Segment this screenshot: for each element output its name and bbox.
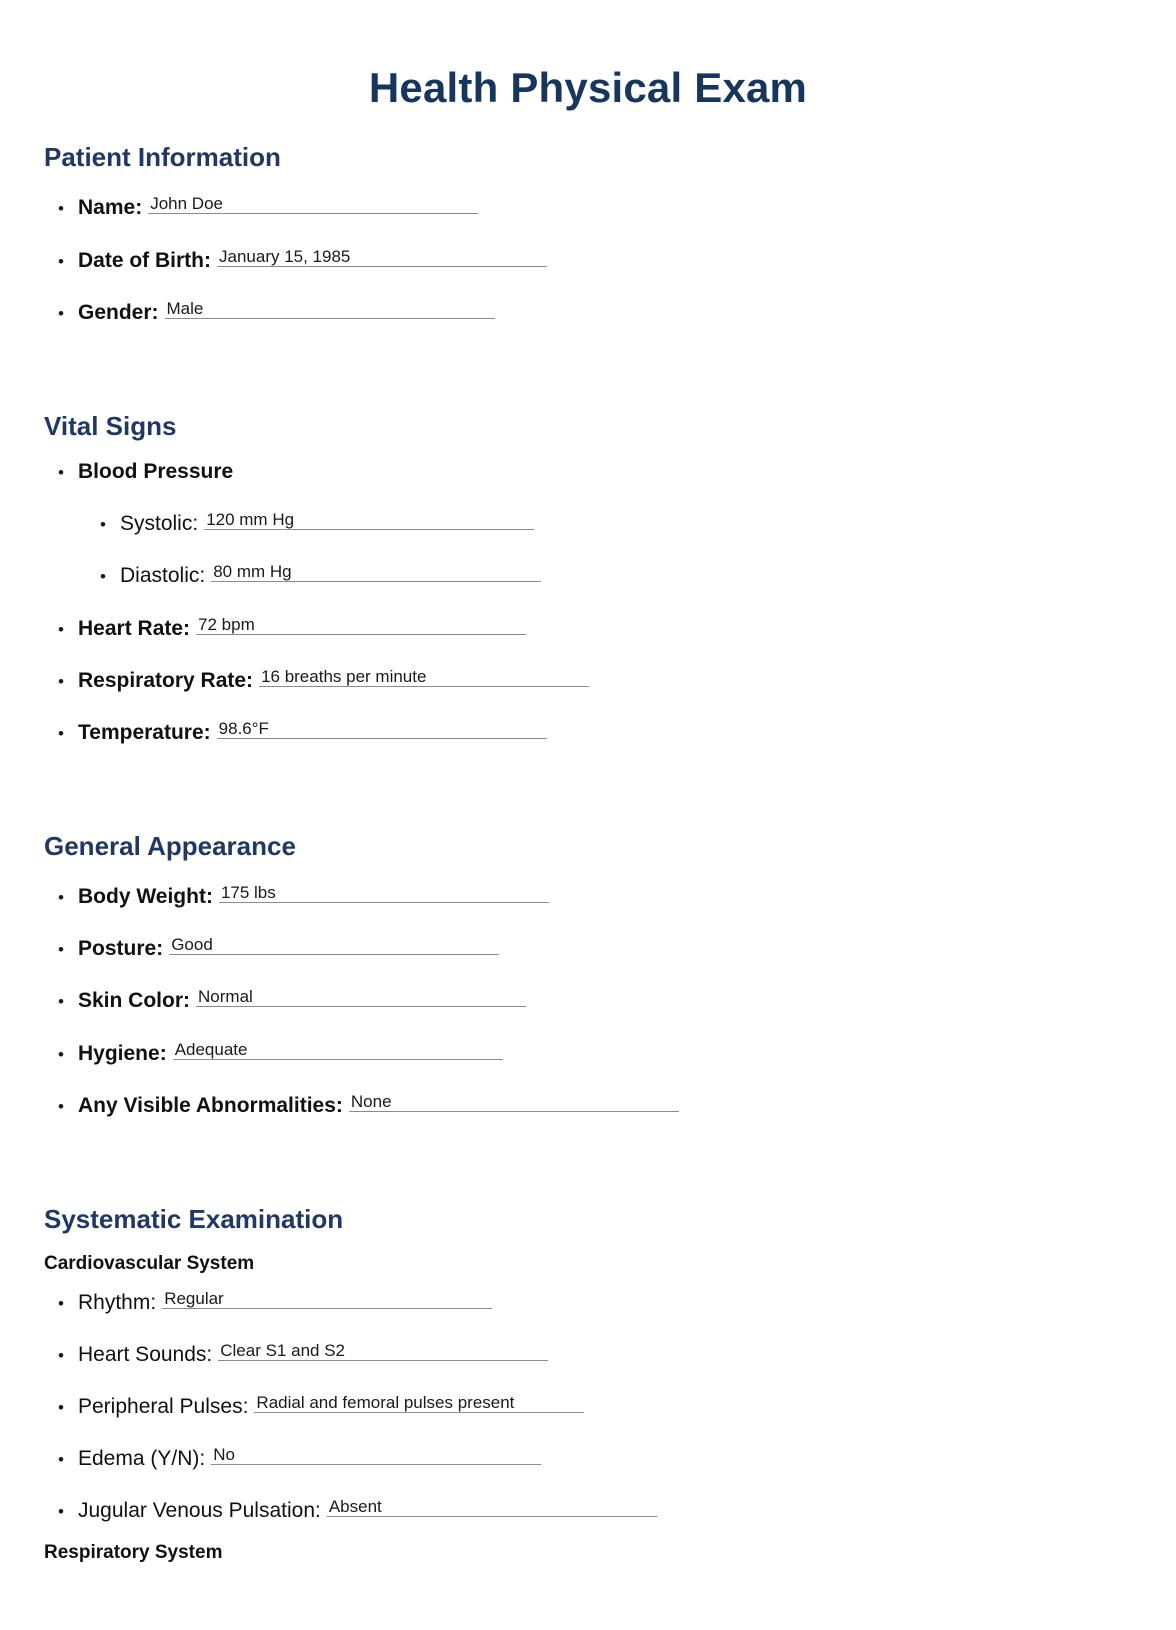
- field-value: 72 bpm: [198, 614, 255, 634]
- spacer: [0, 536, 1176, 559]
- spacer: [0, 1471, 1176, 1494]
- spacer: [0, 173, 1176, 191]
- field-label: Body Weight:: [78, 885, 213, 909]
- bullet-icon: [58, 464, 78, 481]
- spacer: [0, 381, 1176, 411]
- spacer: [0, 112, 1176, 142]
- field-value: No: [213, 1445, 235, 1465]
- field-value: Radial and femoral pulses present: [256, 1393, 515, 1413]
- field-row: [0, 1494, 1176, 1523]
- bullet-icon: [58, 993, 78, 1010]
- spacer: [0, 1367, 1176, 1390]
- cardiovascular-system-fields: [0, 1286, 1176, 1524]
- field-value: Absent: [328, 1497, 382, 1517]
- bullet-icon: [100, 516, 120, 533]
- spacer: [0, 961, 1176, 984]
- field-label: Name:: [78, 196, 143, 220]
- spacer: [0, 484, 1176, 507]
- field-row: [0, 984, 1176, 1013]
- section-heading-patient-information: Patient Information: [44, 142, 281, 173]
- field-label: Heart Sounds:: [78, 1342, 213, 1366]
- field-label: Gender:: [78, 300, 159, 324]
- field-row: [0, 460, 1176, 484]
- bullet-icon: [58, 305, 78, 322]
- bullet-icon: [58, 941, 78, 958]
- peripheral-pulses-field[interactable]: [254, 1390, 584, 1413]
- field-value: 80 mm Hg: [213, 562, 292, 582]
- field-value: Adequate: [174, 1039, 248, 1059]
- field-row: [0, 932, 1176, 961]
- field-row: [0, 716, 1176, 745]
- field-value: 120 mm Hg: [206, 510, 295, 530]
- field-label: Hygiene:: [78, 1041, 167, 1065]
- field-value: None: [350, 1091, 392, 1111]
- field-row: [0, 664, 1176, 693]
- field-label: Skin Color:: [78, 989, 191, 1013]
- spacer: [0, 1524, 1176, 1542]
- field-value: 175 lbs: [220, 883, 276, 903]
- bullet-icon: [58, 889, 78, 906]
- spacer: [0, 1235, 1176, 1253]
- hygiene-field[interactable]: [173, 1037, 503, 1060]
- bullet-icon: [58, 200, 78, 217]
- bullet-icon: [58, 1503, 78, 1520]
- field-value: John Doe: [150, 194, 223, 214]
- bullet-icon: [58, 253, 78, 270]
- spacer: [0, 693, 1176, 716]
- spacer: [0, 1276, 1176, 1286]
- field-row: [0, 559, 1176, 588]
- section-heading-vital-signs: Vital Signs: [44, 410, 177, 441]
- field-row: [0, 296, 1176, 325]
- heart-sounds-field[interactable]: [218, 1338, 548, 1361]
- field-row: [0, 612, 1176, 641]
- field-label: Jugular Venous Pulsation:: [78, 1499, 321, 1523]
- spacer: [0, 273, 1176, 296]
- field-row: [0, 1089, 1176, 1118]
- field-value: 98.6°F: [218, 718, 269, 738]
- posture-field[interactable]: [169, 932, 499, 955]
- visible-abnormalities-field[interactable]: [349, 1089, 679, 1112]
- rhythm-field[interactable]: [162, 1286, 492, 1309]
- date-of-birth-field[interactable]: [217, 244, 547, 267]
- patient-information-fields: [0, 191, 1176, 324]
- spacer: [0, 641, 1176, 664]
- bullet-icon: [58, 1098, 78, 1115]
- bullet-icon: [58, 1347, 78, 1364]
- field-value: Clear S1 and S2: [220, 1340, 345, 1360]
- bullet-icon: [58, 1046, 78, 1063]
- spacer: [0, 442, 1176, 460]
- vital-signs-fields: [0, 460, 1176, 745]
- field-row: [0, 880, 1176, 909]
- bullet-icon: [58, 725, 78, 742]
- edema-field[interactable]: [211, 1442, 541, 1465]
- jugular-venous-pulsation-field[interactable]: [327, 1494, 657, 1517]
- spacer: [0, 1118, 1176, 1174]
- spacer: [0, 221, 1176, 244]
- bullet-icon: [58, 673, 78, 690]
- bullet-icon: [58, 1451, 78, 1468]
- spacer: [0, 589, 1176, 612]
- field-label: Temperature:: [78, 720, 211, 744]
- field-label: Any Visible Abnormalities:: [78, 1093, 343, 1117]
- bullet-icon: [100, 568, 120, 585]
- temperature-field[interactable]: [217, 716, 547, 739]
- spacer: [0, 909, 1176, 932]
- spacer: [0, 1014, 1176, 1037]
- field-label: Diastolic:: [120, 564, 206, 588]
- spacer: [0, 745, 1176, 801]
- bullet-icon: [58, 1399, 78, 1416]
- field-value: 16 breaths per minute: [261, 666, 427, 686]
- field-row: [0, 1286, 1176, 1315]
- field-label: Date of Birth:: [78, 248, 211, 272]
- name-field[interactable]: [148, 191, 478, 214]
- diastolic-field[interactable]: [211, 559, 541, 582]
- spacer: [0, 862, 1176, 880]
- field-label: Systolic:: [120, 512, 199, 536]
- field-row: [0, 1338, 1176, 1367]
- systolic-field[interactable]: [204, 507, 534, 530]
- field-row: [0, 507, 1176, 536]
- field-label: Edema (Y/N):: [78, 1447, 206, 1471]
- body-weight-field[interactable]: [219, 880, 549, 903]
- subsection-heading-respiratory-system: Respiratory System: [44, 1541, 223, 1563]
- field-value: Regular: [164, 1288, 224, 1308]
- field-value: Normal: [198, 987, 253, 1007]
- field-row: [0, 244, 1176, 273]
- bullet-icon: [58, 1295, 78, 1312]
- gender-field[interactable]: [165, 296, 495, 319]
- skin-color-field[interactable]: [196, 984, 526, 1007]
- field-value: Male: [166, 298, 204, 318]
- field-value: January 15, 1985: [219, 246, 351, 266]
- field-label: Heart Rate:: [78, 616, 191, 640]
- field-label: Rhythm:: [78, 1290, 157, 1314]
- field-row: [0, 1442, 1176, 1471]
- field-label: Peripheral Pulses:: [78, 1395, 249, 1419]
- section-heading-systematic-examination: Systematic Examination: [44, 1203, 344, 1234]
- respiratory-rate-field[interactable]: [259, 664, 589, 687]
- spacer: [0, 801, 1176, 831]
- field-value: Good: [171, 935, 213, 955]
- spacer: [0, 325, 1176, 381]
- general-appearance-fields: [0, 880, 1176, 1118]
- spacer: [0, 1066, 1176, 1089]
- field-label: Posture:: [78, 937, 164, 961]
- field-label: Blood Pressure: [78, 460, 234, 484]
- spacer: [0, 1315, 1176, 1338]
- field-row: [0, 1390, 1176, 1419]
- field-row: [0, 191, 1176, 220]
- page-title: Health Physical Exam: [368, 64, 808, 111]
- field-label: Respiratory Rate:: [78, 668, 254, 692]
- spacer: [0, 1174, 1176, 1204]
- section-heading-general-appearance: General Appearance: [44, 830, 296, 861]
- field-row: [0, 1037, 1176, 1066]
- heart-rate-field[interactable]: [196, 612, 526, 635]
- bullet-icon: [58, 621, 78, 638]
- subsection-heading-cardiovascular-system: Cardiovascular System: [44, 1253, 255, 1275]
- spacer: [0, 1419, 1176, 1442]
